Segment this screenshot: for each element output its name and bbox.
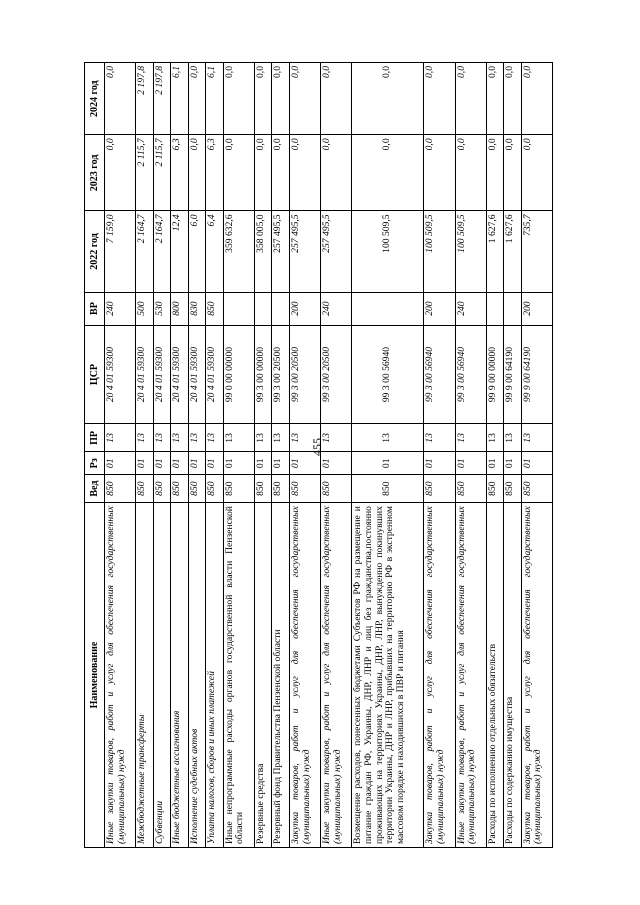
cell-y2024: 0,0 bbox=[424, 63, 455, 135]
cell-pr: 13 bbox=[321, 424, 352, 452]
cell-csr: 20 4 01 59300 bbox=[136, 325, 154, 424]
cell-name: Уплата налогов, сборов и иных платежей bbox=[206, 503, 224, 848]
cell-y2024: 6,1 bbox=[171, 63, 189, 135]
cell-pr: 13 bbox=[272, 424, 290, 452]
cell-y2024: 2 197,8 bbox=[136, 63, 154, 135]
table-row bbox=[136, 63, 154, 848]
cell-csr: 20 4 01 59300 bbox=[206, 325, 224, 424]
table-body bbox=[105, 63, 553, 848]
cell-y2024: 0,0 bbox=[254, 63, 272, 135]
cell-ved: 850 bbox=[521, 475, 552, 503]
cell-y2023: 0,0 bbox=[521, 135, 552, 211]
table-row bbox=[455, 63, 486, 848]
cell-csr: 99 9 00 00000 bbox=[486, 325, 504, 424]
cell-y2024: 0,0 bbox=[486, 63, 504, 135]
cell-y2023: 0,0 bbox=[321, 135, 352, 211]
cell-vr bbox=[223, 292, 254, 325]
table-row bbox=[171, 63, 189, 848]
table-row bbox=[188, 63, 206, 848]
budget-table bbox=[84, 62, 553, 848]
header-name: Наименование bbox=[85, 503, 105, 848]
cell-ved: 850 bbox=[424, 475, 455, 503]
cell-y2024: 0,0 bbox=[188, 63, 206, 135]
cell-vr: 200 bbox=[289, 292, 320, 325]
cell-csr: 99 3 00 20500 bbox=[272, 325, 290, 424]
header-ved: Вед bbox=[85, 475, 105, 503]
cell-name: Иные закупки товаров, работ и услуг для обеспечения государственных (муниципальных) нужд bbox=[455, 503, 486, 848]
cell-pr: 13 bbox=[254, 424, 272, 452]
cell-csr: 99 9 00 64190 bbox=[521, 325, 552, 424]
cell-pr: 13 bbox=[455, 424, 486, 452]
cell-rz: 01 bbox=[321, 452, 352, 475]
cell-rz: 01 bbox=[153, 452, 171, 475]
cell-rz: 01 bbox=[424, 452, 455, 475]
cell-vr: 800 bbox=[171, 292, 189, 325]
cell-y2022: 100 509,5 bbox=[424, 211, 455, 292]
header-rz: Рз bbox=[85, 452, 105, 475]
table-row bbox=[223, 63, 254, 848]
cell-csr: 99 3 00 56940 bbox=[424, 325, 455, 424]
cell-vr: 850 bbox=[206, 292, 224, 325]
cell-y2023: 0,0 bbox=[223, 135, 254, 211]
cell-y2022: 257 495,5 bbox=[289, 211, 320, 292]
cell-csr: 99 3 00 56940 bbox=[352, 325, 424, 424]
cell-y2023: 2 115,7 bbox=[153, 135, 171, 211]
cell-y2023: 6,3 bbox=[171, 135, 189, 211]
cell-ved: 850 bbox=[486, 475, 504, 503]
cell-y2022: 6,0 bbox=[188, 211, 206, 292]
table-row bbox=[424, 63, 455, 848]
cell-vr: 530 bbox=[153, 292, 171, 325]
cell-csr: 20 4 01 59300 bbox=[105, 325, 136, 424]
cell-y2023: 0,0 bbox=[105, 135, 136, 211]
header-row bbox=[85, 63, 105, 848]
budget-table-container bbox=[84, 62, 553, 848]
cell-rz: 01 bbox=[272, 452, 290, 475]
cell-csr: 20 4 01 59300 bbox=[153, 325, 171, 424]
page-number: 455 bbox=[310, 438, 324, 456]
cell-ved: 850 bbox=[321, 475, 352, 503]
cell-rz: 01 bbox=[486, 452, 504, 475]
cell-rz: 01 bbox=[206, 452, 224, 475]
cell-name: Межбюджетные трансферты bbox=[136, 503, 154, 848]
cell-rz: 01 bbox=[352, 452, 424, 475]
cell-name: Иные непрограммные расходы органов государственной власти Пензенской области bbox=[223, 503, 254, 848]
cell-y2023: 0,0 bbox=[352, 135, 424, 211]
cell-name: Возмещение расходов, понесенных бюджетами Субъектов РФ на размещение и питание граждан РФ, Украины, ДНР, ЛНР и лиц без гражданства,постоянно проживающих на территориях Украины, ДНР, ЛНР, вынужденно покинувших территории Украины, ДНР и ЛНР, прибывших на территорию РФ в экстренном массовом порядке и находившихся в ПВР и питания bbox=[352, 503, 424, 848]
cell-ved: 850 bbox=[105, 475, 136, 503]
cell-csr: 20 4 01 59300 bbox=[171, 325, 189, 424]
cell-y2024: 0,0 bbox=[289, 63, 320, 135]
cell-pr: 13 bbox=[352, 424, 424, 452]
cell-rz: 01 bbox=[455, 452, 486, 475]
cell-y2023: 0,0 bbox=[188, 135, 206, 211]
cell-pr: 13 bbox=[289, 424, 320, 452]
cell-y2022: 1 627,6 bbox=[504, 211, 522, 292]
cell-name: Закупка товаров, работ и услуг для обеспечения государственных (муниципальных) нужд bbox=[424, 503, 455, 848]
cell-csr: 99 3 00 56940 bbox=[455, 325, 486, 424]
cell-name: Резервный фонд Правительства Пензенской области bbox=[272, 503, 290, 848]
cell-y2024: 0,0 bbox=[521, 63, 552, 135]
cell-name: Резервные средства bbox=[254, 503, 272, 848]
cell-name: Иные бюджетные ассигнования bbox=[171, 503, 189, 848]
cell-pr: 13 bbox=[223, 424, 254, 452]
cell-y2022: 1 627,6 bbox=[486, 211, 504, 292]
cell-y2023: 6,3 bbox=[206, 135, 224, 211]
cell-vr bbox=[504, 292, 522, 325]
cell-rz: 01 bbox=[254, 452, 272, 475]
table-row bbox=[272, 63, 290, 848]
cell-y2022: 358 005,0 bbox=[254, 211, 272, 292]
cell-y2024: 6,1 bbox=[206, 63, 224, 135]
table-row bbox=[321, 63, 352, 848]
cell-vr: 240 bbox=[105, 292, 136, 325]
cell-y2024: 0,0 bbox=[272, 63, 290, 135]
cell-y2022: 735,7 bbox=[521, 211, 552, 292]
cell-csr: 99 3 00 20500 bbox=[321, 325, 352, 424]
cell-y2022: 2 164,7 bbox=[153, 211, 171, 292]
cell-ved: 850 bbox=[352, 475, 424, 503]
table-row bbox=[521, 63, 552, 848]
header-csr: ЦСР bbox=[85, 325, 105, 424]
cell-vr: 200 bbox=[521, 292, 552, 325]
cell-y2022: 100 509,5 bbox=[352, 211, 424, 292]
cell-vr: 500 bbox=[136, 292, 154, 325]
cell-vr bbox=[352, 292, 424, 325]
cell-y2022: 12,4 bbox=[171, 211, 189, 292]
table-row bbox=[254, 63, 272, 848]
cell-vr bbox=[486, 292, 504, 325]
cell-vr: 200 bbox=[424, 292, 455, 325]
header-2022: 2022 год bbox=[85, 211, 105, 292]
header-vr: ВР bbox=[85, 292, 105, 325]
cell-ved: 850 bbox=[254, 475, 272, 503]
cell-rz: 01 bbox=[504, 452, 522, 475]
cell-vr: 830 bbox=[188, 292, 206, 325]
cell-rz: 01 bbox=[521, 452, 552, 475]
cell-rz: 01 bbox=[136, 452, 154, 475]
cell-name: Исполнение судебных актов bbox=[188, 503, 206, 848]
cell-vr: 240 bbox=[321, 292, 352, 325]
header-2023: 2023 год bbox=[85, 135, 105, 211]
cell-y2023: 0,0 bbox=[254, 135, 272, 211]
table-row bbox=[105, 63, 136, 848]
cell-y2023: 0,0 bbox=[486, 135, 504, 211]
cell-vr bbox=[254, 292, 272, 325]
cell-y2022: 2 164,7 bbox=[136, 211, 154, 292]
cell-ved: 850 bbox=[455, 475, 486, 503]
cell-ved: 850 bbox=[188, 475, 206, 503]
cell-ved: 850 bbox=[136, 475, 154, 503]
cell-y2024: 0,0 bbox=[105, 63, 136, 135]
cell-pr: 13 bbox=[521, 424, 552, 452]
cell-ved: 850 bbox=[171, 475, 189, 503]
cell-vr bbox=[272, 292, 290, 325]
table-row bbox=[153, 63, 171, 848]
cell-ved: 850 bbox=[206, 475, 224, 503]
cell-y2022: 7 159,0 bbox=[105, 211, 136, 292]
cell-csr: 20 4 01 59300 bbox=[188, 325, 206, 424]
cell-y2023: 0,0 bbox=[289, 135, 320, 211]
cell-pr: 13 bbox=[171, 424, 189, 452]
cell-name: Иные закупки товаров, работ и услуг для обеспечения государственных (муниципальных) нужд bbox=[321, 503, 352, 848]
cell-pr: 13 bbox=[486, 424, 504, 452]
cell-name: Расходы по содержанию имущества bbox=[504, 503, 522, 848]
cell-pr: 13 bbox=[136, 424, 154, 452]
cell-rz: 01 bbox=[171, 452, 189, 475]
table-row bbox=[352, 63, 424, 848]
cell-rz: 01 bbox=[223, 452, 254, 475]
table-row bbox=[504, 63, 522, 848]
cell-ved: 850 bbox=[289, 475, 320, 503]
cell-name: Субвенции bbox=[153, 503, 171, 848]
cell-y2023: 2 115,7 bbox=[136, 135, 154, 211]
cell-csr: 99 3 00 20500 bbox=[289, 325, 320, 424]
table-row bbox=[289, 63, 320, 848]
cell-name: Иные закупки товаров, работ и услуг для обеспечения государственных (муниципальных) нужд bbox=[105, 503, 136, 848]
cell-name: Закупка товаров, работ и услуг для обеспечения государственных (муниципальных) нужд bbox=[521, 503, 552, 848]
cell-ved: 850 bbox=[272, 475, 290, 503]
cell-y2024: 0,0 bbox=[321, 63, 352, 135]
cell-y2024: 0,0 bbox=[223, 63, 254, 135]
cell-rz: 01 bbox=[105, 452, 136, 475]
header-2024: 2024 год bbox=[85, 63, 105, 135]
cell-y2022: 257 495,5 bbox=[272, 211, 290, 292]
cell-name: Закупка товаров, работ и услуг для обеспечения государственных (муниципальных) нужд bbox=[289, 503, 320, 848]
header-pr: ПР bbox=[85, 424, 105, 452]
cell-y2024: 0,0 bbox=[455, 63, 486, 135]
cell-y2022: 359 632,6 bbox=[223, 211, 254, 292]
cell-y2024: 0,0 bbox=[352, 63, 424, 135]
cell-csr: 99 0 00 00000 bbox=[223, 325, 254, 424]
cell-y2023: 0,0 bbox=[424, 135, 455, 211]
cell-rz: 01 bbox=[188, 452, 206, 475]
cell-ved: 850 bbox=[153, 475, 171, 503]
cell-name: Расходы по исполнению отдельных обязательств bbox=[486, 503, 504, 848]
cell-pr: 13 bbox=[504, 424, 522, 452]
cell-y2022: 6,4 bbox=[206, 211, 224, 292]
cell-y2024: 2 197,8 bbox=[153, 63, 171, 135]
cell-ved: 850 bbox=[504, 475, 522, 503]
cell-pr: 13 bbox=[424, 424, 455, 452]
cell-y2024: 0,0 bbox=[504, 63, 522, 135]
cell-csr: 99 9 00 64190 bbox=[504, 325, 522, 424]
cell-pr: 13 bbox=[105, 424, 136, 452]
cell-y2023: 0,0 bbox=[504, 135, 522, 211]
cell-csr: 99 3 00 00000 bbox=[254, 325, 272, 424]
table-row bbox=[486, 63, 504, 848]
cell-vr: 240 bbox=[455, 292, 486, 325]
cell-y2022: 257 495,5 bbox=[321, 211, 352, 292]
cell-pr: 13 bbox=[188, 424, 206, 452]
cell-y2022: 100 509,5 bbox=[455, 211, 486, 292]
cell-y2023: 0,0 bbox=[272, 135, 290, 211]
cell-pr: 13 bbox=[206, 424, 224, 452]
cell-rz: 01 bbox=[289, 452, 320, 475]
cell-pr: 13 bbox=[153, 424, 171, 452]
table-row bbox=[206, 63, 224, 848]
cell-ved: 850 bbox=[223, 475, 254, 503]
cell-y2023: 0,0 bbox=[455, 135, 486, 211]
